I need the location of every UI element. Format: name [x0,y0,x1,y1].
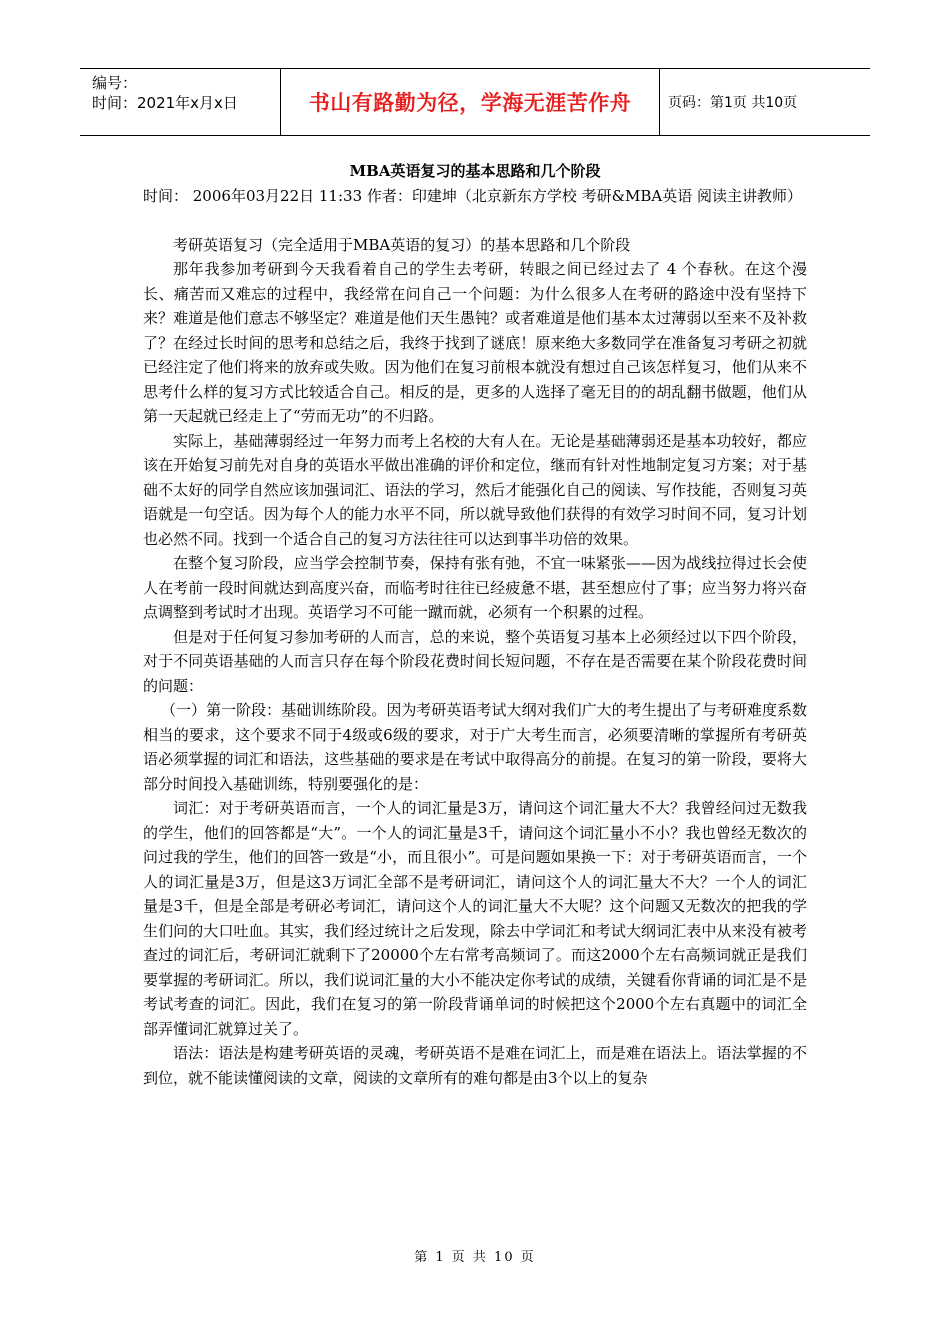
document-title: MBA英语复习的基本思路和几个阶段 [349,162,601,180]
body-paragraph: 实际上，基础薄弱经过一年努力而考上名校的大有人在。无论是基础薄弱还是基本功较好，都应该在开始复习前先对自身的英语水平做出准确的评价和定位，继而有针对性地制定复习方案；对于基础不太好的同学自然应该加强词汇、语法的学习，然后才能强化自己的阅读、写作技能，否则复习英语就是一句空话。因为每个人的能力水平不同，所以就导致他们获得的有效学习时间不同，复习计划也必然不同。找到一个适合自己的复习方法往往可以达到事半功倍的效果。 [143,431,807,548]
subtitle-paragraph: 考研英语复习（完全适用于MBA英语的复习）的基本思路和几个阶段 [173,235,631,254]
body-paragraph: 那年我参加考研到今天我看着自己的学生去考研，转眼之间已经过去了 4 个春秋。在这个漫长、痛苦而又难忘的过程中，我经常在问自己一个问题：为什么很多人在考研的路途中没有坚持下来？难道是他们意志不够坚定？难道是他们天生愚钝？或者难道是他们基本太过薄弱以至来不及补救了？在经过长时间的思考和总结之后，我终于找到了谜底！原来绝大多数同学在准备复习考研之初就已经注定了他们将来的放弃或失败。因为他们在复习前根本就没有想过自己该怎样复习，他们从来不思考什么样的复习方式比较适合自己。相反的是，更多的人选择了毫无目的的胡乱翻书做题，他们从第一天起就已经走上了“劳而无功”的不归路。 [143,260,807,425]
header-table [80,68,870,136]
time-label: 时间：2021年x月x日 [92,94,238,112]
article-meta: 时间： 2006年03月22日 11:33 作者：印建坤（北京新东方学校 考研&MBA英语 阅读主讲教师） [143,187,802,205]
page-footer: 第 1 页 共 10 页 [414,1250,536,1265]
body-paragraph: 但是对于任何复习参加考研的人而言，总的来说，整个英语复习基本上必须经过以下四个阶段，对于不同英语基础的人而言只存在每个阶段花费时间长短问题，不存在是否需要在某个阶段花费时间的问题： [143,627,807,695]
code-label: 编号： [92,74,138,92]
body-paragraph: 在整个复习阶段，应当学会控制节奏，保持有张有弛，不宜一味紧张——因为战线拉得过长会使人在考前一段时间就达到高度兴奋，而临考时往往已经疲惫不堪，甚至想应付了事；应当努力将兴奋点调整到考试时才出现。英语学习不可能一蹴而就，必须有一个积累的过程。 [143,554,807,621]
slogan: 书山有路勤为径，学海无涯苦作舟 [280,69,660,135]
document-body [143,184,807,1090]
page-label: 页码：第1页 共10页 [668,95,798,111]
vocabulary-paragraph: 词汇：对于考研英语而言，一个人的词汇量是3万，请问这个词汇量大不大？我曾经问过无数我的学生，他们的回答都是“大”。一个人的词汇量是3千，请问这个词汇量小不小？我也曾经无数次的问过我的学生，他们的回答一致是“小，而且很小”。可是问题如果换一下：对于考研英语而言，一个人的词汇量是3万，但是这3万词汇全部不是考研词汇，请问这个人的词汇量大不大？一个人的词汇量是3千，但是全部是考研必考词汇，请问这个人的词汇量大不大呢？这个问题又无数次的把我的学生们问的大口吐血。其实，我们经过统计之后发现，除去中学词汇和考试大纲词汇表中从来没有被考查过的词汇后，考研词汇就剩下了20000个左右常考高频词了。而这2000个左右高频词就正是我们要掌握的考研词汇。所以，我们说词汇量的大小不能决定你考试的成绩，关键看你背诵的词汇是不是考试考查的词汇。因此，我们在复习的第一阶段背诵单词的时候把这个2000个左右真题中的词汇全部弄懂词汇就算过关了。 [143,799,807,1038]
header-info-cell [80,69,280,135]
stage-one-paragraph: （一）第一阶段：基础训练阶段。因为考研英语考试大纲对我们广大的考生提出了与考研难度系数相当的要求，这个要求不同于4级或6级的要求，对于广大考生而言，必须要清晰的掌握所有考研英语必须掌握的词汇和语法，这些基础的要求是在考试中取得高分的前提。在复习的第一阶段，要将大部分时间投入基础训练，特别要强化的是： [143,701,807,793]
grammar-paragraph: 语法：语法是构建考研英语的灵魂，考研英语不是难在词汇上，而是难在语法上。语法掌握的不到位，就不能读懂阅读的文章，阅读的文章所有的难句都是由3个以上的复杂 [143,1044,807,1087]
